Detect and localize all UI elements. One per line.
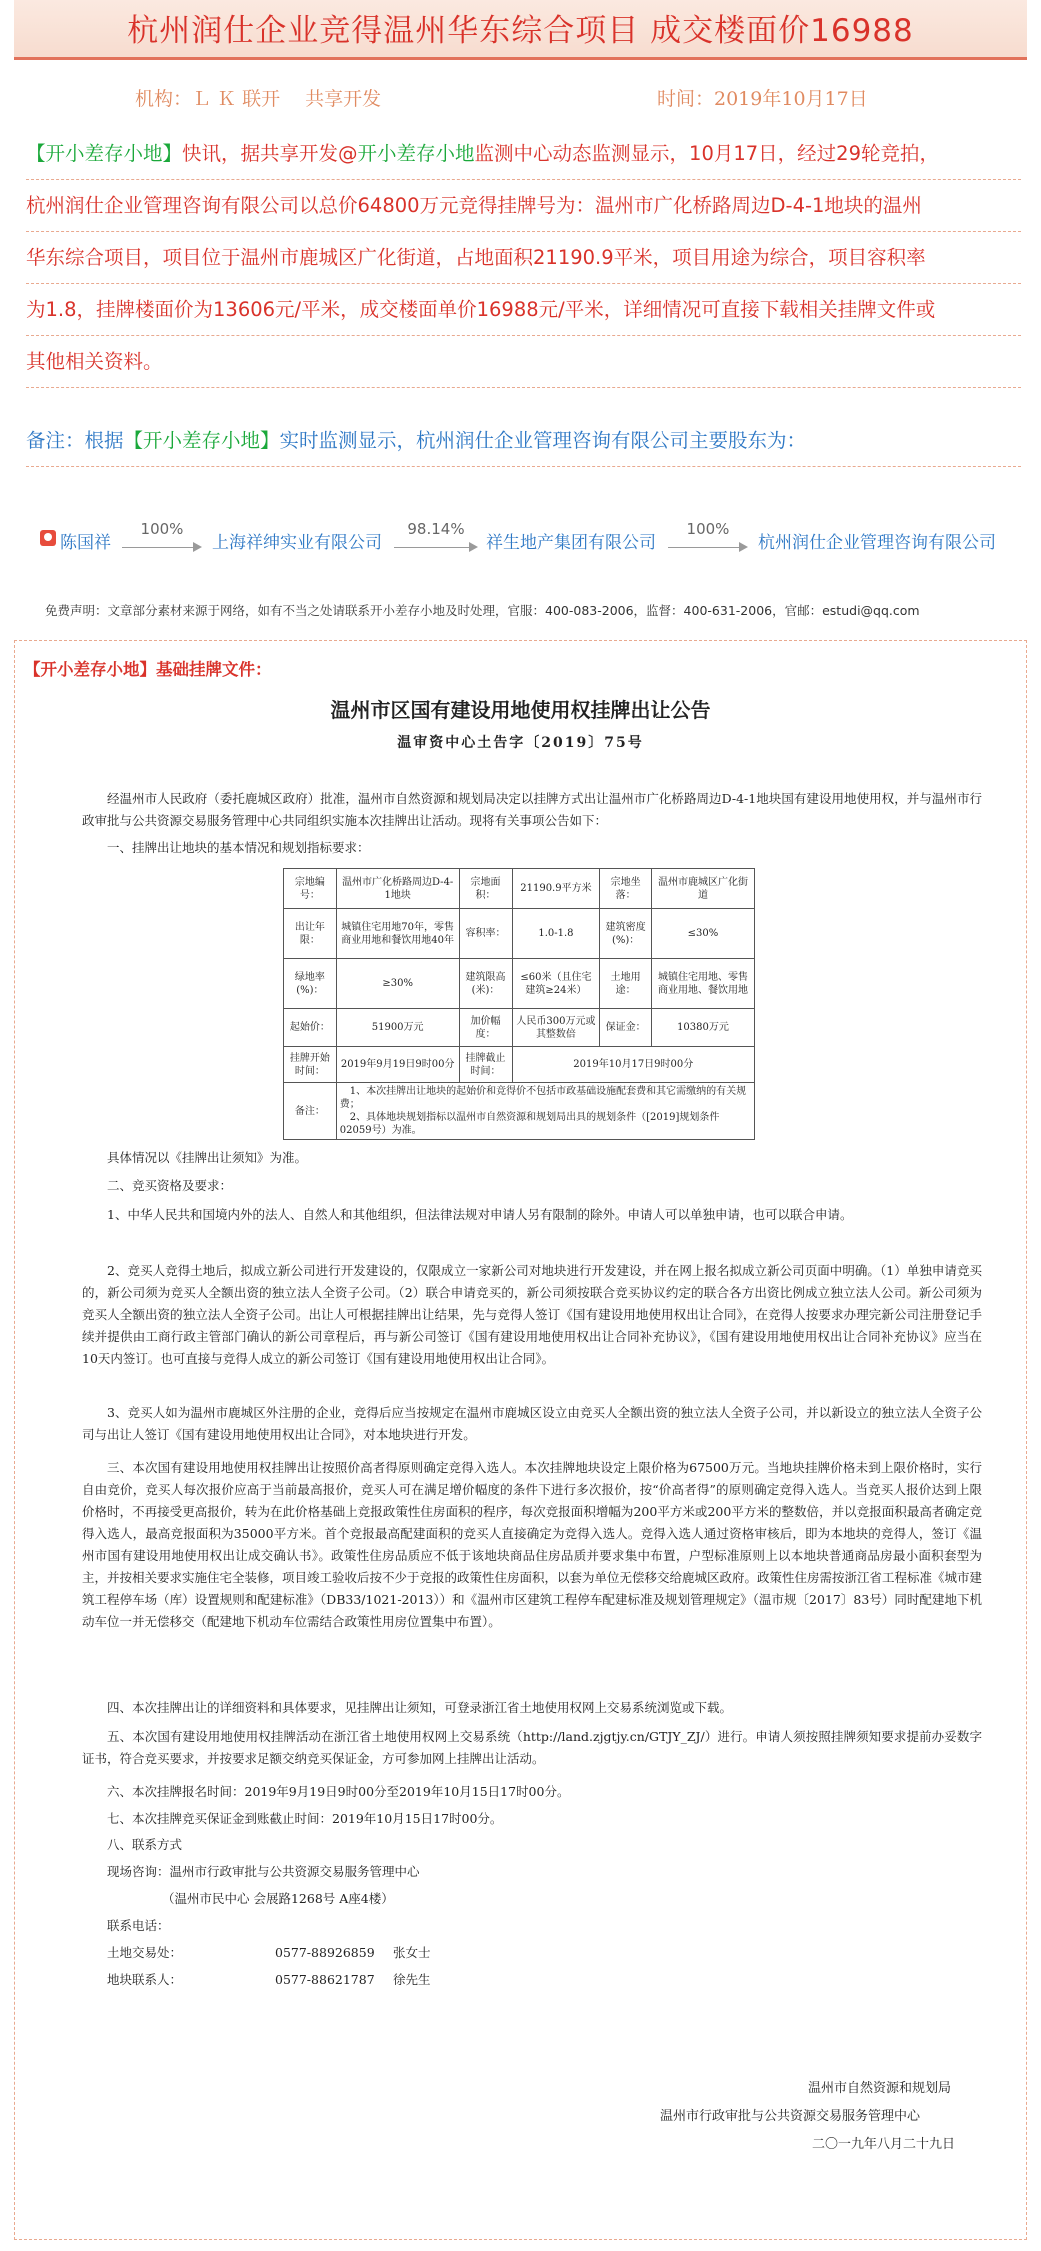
doc-section-2: 二、竞买资格及要求： xyxy=(107,1178,233,1193)
share-pct-2: 98.14% xyxy=(407,520,465,538)
news-line-4: 为1.8，挂牌楼面价为13606元/平米，成交楼面单价16988元/平米，详细情况可直接下载相关挂牌文件或 xyxy=(26,284,1021,336)
doc-paragraph-intro: 经温州市人民政府（委托鹿城区政府）批准，温州市自然资源和规划局决定以挂牌方式出让温州市广化桥路周边D-4-1地块国有建设用地使用权，并与温州市行政审批与公共资源交易服务管理中心共同组织实施本次挂牌出让活动。现将有关事项公告如下： xyxy=(82,791,982,828)
page-title: 杭州润仕企业竞得温州华东综合项目 成交楼面价16988 xyxy=(127,13,914,49)
news-line-2: 杭州润仕企业管理咨询有限公司以总价64800万元竞得挂牌号为：温州市广化桥路周边D-4-1地块的温州 xyxy=(26,180,1021,232)
note-source-tag[interactable]: 【开小差存小地】 xyxy=(123,429,280,452)
table-row: 绿地率(%)： ≥30% 建筑限高(米)： ≤60米（且住宅建筑≥24米） 土地用途： 城镇住宅用地、零售商业用地、餐饮用地 xyxy=(284,959,755,1009)
chain-arrow-3 xyxy=(668,520,748,560)
chain-arrow-1 xyxy=(122,520,202,560)
document-number: 温审资中心土告字〔2019〕75号 xyxy=(397,735,644,751)
share-pct-3: 100% xyxy=(686,520,730,538)
doc-paragraph: 具体情况以《挂牌出让须知》为准。 xyxy=(107,1150,308,1165)
contact-row: 地块联系人： 0577-88621787 徐先生 xyxy=(82,1969,982,1991)
arrow-right-icon xyxy=(739,542,748,552)
news-body xyxy=(26,128,1021,388)
parcel-parameters-table xyxy=(283,868,755,1140)
table-row: 宗地编号： 温州市广化桥路周边D-4-1地块 宗地面积： 21190.9平方米 宗地坐落： 温州市鹿城区广化街道 xyxy=(284,869,755,909)
title-banner xyxy=(14,0,1027,60)
document-title: 温州市区国有建设用地使用权挂牌出让公告 xyxy=(330,698,711,722)
contact-address: （温州市民中心 会展路1268号 A座4楼） xyxy=(162,1891,394,1906)
source-link[interactable]: 开小差存小地 xyxy=(357,142,475,165)
doc-section-6: 六、本次挂牌报名时间：2019年9月19日9时00分至2019年10月15日17时00分。 xyxy=(107,1784,570,1799)
table-row: 挂牌开始时间： 2019年9月19日9时00分 挂牌截止时间： 2019年10月17日9时00分 xyxy=(284,1047,755,1083)
doc-section-3: 三、本次国有建设用地使用权挂牌出让按照价高者得原则确定竞得入选人。本次挂牌地块设定上限价格为67500万元。当地块挂牌价格未到上限价格时，实行自由竞价，竞买人每次报价应高于当前最高报价，竞买人可在满足增价幅度的条件下进行多次报价，按“价高者得”的原则确定竞得入选人。当竞买人报价达到上限价格时，不再接受更高报价，转为在此价格基础上竞报政策性住房面积的程序，每次竞报面积增幅为200平方米或200平方米的整数倍，并以竞报面积最高者确定竞得入选人，最高竞报面积为35000平方米。首个竞报最高配建面积的竞买人直接确定为竞得入选人。竞得入选人通过资格审核后，即为本地块的竞得人，签订《温州市国有建设用地使用权出让成交确认书》。政策性住房品质应不低于该地块商品住房品质并要求集中布置，户型标准原则上以本地块普通商品房最小面积套型为主，并按相关要求实施住宅全装修，项目竣工验收后按不少于竞报的政策性住房面积，以套为单位无偿移交给鹿城区政府。政策性住房需按浙江省工程标准《城市建筑工程停车场（库）设置规则和配建标准》（DB33/1021-2013））和《温州市区建筑工程停车配建标准及规划管理规定》（温市规〔2017〕83号）同时配建地下机动车位一并无偿移交（配建地下机动车位需结合政策性用房位置集中布置）。 xyxy=(82,1460,983,1629)
doc-section-5: 五、本次国有建设用地使用权挂牌活动在浙江省土地使用权网上交易系统（http://land.zjgtjy.cn/GTJY_ZJ/）进行。申请人须按照挂牌须知要求提前办妥数字证书，符合竞买要求，并按要求足额交纳竞买保证金，方可参加网上挂牌出让活动。 xyxy=(82,1729,982,1766)
doc-section-8: 八、联系方式 xyxy=(107,1837,183,1852)
shareholder-person[interactable]: 陈国祥 xyxy=(60,533,111,553)
contact-phone[interactable]: 0577-88621787 xyxy=(275,1972,375,1987)
contact-onsite: 现场咨询：温州市行政审批与公共资源交易服务管理中心 xyxy=(107,1864,420,1879)
source-tag[interactable]: 【开小差存小地】 xyxy=(26,142,183,165)
doc-paragraph: 3、竞买人如为温州市鹿城区外注册的企业，竞得后应当按规定在温州市鹿城区设立由竞买人全额出资的独立法人全资子公司，并以新设立的独立法人全资子公司与出让人签订《国有建设用地使用权出让合同》，对本地块进行开发。 xyxy=(82,1405,982,1442)
shareholder-company-1[interactable]: 上海祥绅实业有限公司 xyxy=(212,533,382,553)
table-row: 出让年限： 城镇住宅用地70年，零售商业用地和餐饮用地40年 容积率： 1.0-1.8 建筑密度(%)： ≤30% xyxy=(284,909,755,959)
contact-phone-label: 联系电话： xyxy=(107,1918,170,1933)
shareholder-note: 备注：根据【开小差存小地】实时监测显示，杭州润仕企业管理咨询有限公司主要股东为： xyxy=(26,415,1021,467)
disclaimer: 免费声明：文章部分素材来源于网络，如有不当之处请联系开小差存小地及时处理，官服：400-083-2006，监督：400-631-2006，官邮：estudi@qq.com xyxy=(45,603,920,618)
contact-phone[interactable]: 0577-88926859 xyxy=(275,1945,375,1960)
share-pct-1: 100% xyxy=(140,520,184,538)
contact-row: 土地交易处： 0577-88926859 张女士 xyxy=(82,1942,982,1964)
doc-paragraph: 1、中华人民共和国境内外的法人、自然人和其他组织，但法律法规对申请人另有限制的除外。申请人可以单独申请，也可以联合申请。 xyxy=(107,1207,853,1222)
publish-time: 时间：2019年10月17日 xyxy=(657,88,868,110)
arrow-right-icon xyxy=(193,542,202,552)
doc-section-4: 四、本次挂牌出让的详细资料和具体要求，见挂牌出让须知，可登录浙江省土地使用权网上交易系统浏览或下载。 xyxy=(107,1700,733,1715)
issue-date: 二〇一九年八月二十九日 xyxy=(812,2137,956,2152)
document-label: 【开小差存小地】基础挂牌文件： xyxy=(24,660,272,679)
table-row: 起始价： 51900万元 加价幅度： 人民币300万元或其整数倍 保证金： 10380万元 xyxy=(284,1009,755,1047)
news-line-5: 其他相关资料。 xyxy=(26,336,1021,388)
doc-section-1: 一、挂牌出让地块的基本情况和规划指标要求： xyxy=(107,840,370,855)
news-line-1: 【开小差存小地】快讯，据共享开发@开小差存小地监测中心动态监测显示，10月17日，经过29轮竞拍， xyxy=(26,128,1021,180)
issuer-1: 温州市自然资源和规划局 xyxy=(808,2081,952,2096)
news-line-3: 华东综合项目，项目位于温州市鹿城区广化街道，占地面积21190.9平米，项目用途为综合，项目容积率 xyxy=(26,232,1021,284)
shareholder-company-3[interactable]: 杭州润仕企业管理咨询有限公司 xyxy=(758,533,996,553)
org-info: 机构：Ｌ Ｋ 联开 共享开发 xyxy=(135,88,382,110)
chain-arrow-2 xyxy=(394,520,478,560)
person-icon xyxy=(40,530,56,546)
doc-section-7: 七、本次挂牌竞买保证金到账截止时间：2019年10月15日17时00分。 xyxy=(107,1811,503,1826)
issuer-2: 温州市行政审批与公共资源交易服务管理中心 xyxy=(660,2109,921,2124)
arrow-right-icon xyxy=(469,542,478,552)
table-row: 备注： 1、本次挂牌出让地块的起始价和竞得价不包括市政基础设施配套费和其它需缴纳的有关规费； 2、具体地块规划指标以温州市自然资源和规划局出具的规划条件（[2019]规划条件02059号）为准。 xyxy=(284,1083,755,1140)
doc-paragraph: 2、竞买人竞得土地后，拟成立新公司进行开发建设的，仅限成立一家新公司对地块进行开发建设，并在网上报名拟成立新公司页面中明确。（1）单独申请竞买的，新公司须为竞买人全额出资的独立法人全资子公司。（2）联合申请竞买的，新公司须按联合竞买协议约定的联合各方出资比例成立独立法人公司。新公司须为竞买人全额出资的独立法人全资子公司。出让人可根据挂牌出让结果，先与竞得人签订《国有建设用地使用权出让合同》，在竞得人按要求办理完新公司注册登记手续并提供由工商行政主管部门确认的新公司章程后，再与新公司签订《国有建设用地使用权出让合同补充协议》，《国有建设用地使用权出让合同补充协议》应当在10天内签订。也可直接与竞得人成立的新公司签订《国有建设用地使用权出让合同》。 xyxy=(82,1263,982,1366)
shareholder-company-2[interactable]: 祥生地产集团有限公司 xyxy=(486,533,656,553)
table-note-cell: 1、本次挂牌出让地块的起始价和竞得价不包括市政基础设施配套费和其它需缴纳的有关规费； 2、具体地块规划指标以温州市自然资源和规划局出具的规划条件（[2019]规划条件02059号）为准。 xyxy=(336,1083,754,1140)
